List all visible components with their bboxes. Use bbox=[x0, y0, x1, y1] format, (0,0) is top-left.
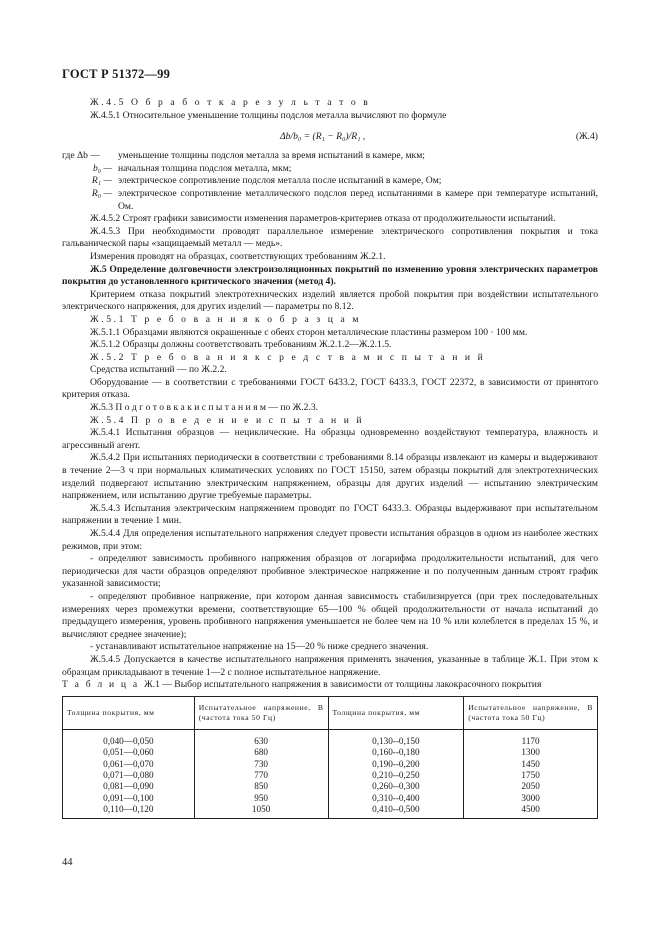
table-value: 3000 bbox=[521, 792, 540, 803]
list-item: - устанавливают испытательное напряжение на 15—20 % ниже среднего значения. bbox=[90, 641, 429, 653]
table-value: 680 bbox=[254, 747, 268, 758]
formula-block bbox=[62, 128, 598, 146]
list-item: - определяют зависимость пробивного напряжения образцов от логарифма продолжительности испытаний, для чего периодически для части образцов определяют пробивное электрическое напряжение и по полученным данным строят график указанной зависимости; bbox=[62, 553, 598, 590]
paragraph: Ж.5.4.1 Испытания образцов — нециклические. На образцы одновременно воздействуют температура, влажность и агрессивный агент. bbox=[62, 427, 598, 451]
definition-text: уменьшение толщины подслоя металла за время испытаний в камере, мкм; bbox=[118, 150, 425, 162]
definition-symbol: R₀ — bbox=[91, 187, 112, 199]
table-row bbox=[63, 729, 598, 818]
definition-item bbox=[62, 188, 598, 213]
definition-text: начальная толщина подслоя металла, мкм; bbox=[118, 162, 292, 174]
table-value: 0,110—0,120 bbox=[103, 804, 154, 815]
section-heading: Ж.4.5 О б р а б о т к а р е з у л ь т а т о в bbox=[90, 97, 371, 108]
paragraph: Ж.4.5.2 Строят графики зависимости изменения параметров-критериев отказа от продолжительности испытаний. bbox=[90, 213, 556, 225]
definition-symbol: R₁ — bbox=[91, 175, 112, 187]
table-value: 770 bbox=[254, 769, 268, 780]
section-heading: Ж.5.2 Т р е б о в а н и я к с р е д с т в а м и с п ы т а н и й bbox=[90, 351, 486, 363]
definition-symbol: b₀ — bbox=[92, 162, 112, 174]
table-value: 2050 bbox=[521, 781, 540, 792]
definition-symbol: где Δb — bbox=[62, 150, 100, 162]
paragraph: Ж.5.4.5 Допускается в качестве испытательного напряжения применять значения, указанные в таблице Ж.1. При этом к образцам прикладывают в течение 1—2 с полное испытательное напряжение. bbox=[62, 653, 598, 678]
table-caption-word: Т а б л и ц а bbox=[62, 679, 140, 691]
page-number: 44 bbox=[62, 857, 73, 868]
table-value: 1750 bbox=[521, 769, 540, 780]
paragraph: Оборудование — в соответствии с требованиями ГОСТ 6433.2, ГОСТ 6433.3, ГОСТ 22372, в зависимости от принятого критерия отказа. bbox=[62, 376, 598, 401]
definition-text: электрическое сопротивление подслоя металла после испытаний в камере, Ом; bbox=[118, 175, 442, 187]
table-cell-thickness bbox=[63, 729, 195, 818]
paragraph: Ж.5.4.2 При испытаниях периодически в соответствии с требованиями 8.14 образцы извлекают из камеры и выдерживают в течение 2—3 ч при нормальных климатических условиях по ГОСТ 15150, затем образцы покрытий для электротехнических изделий подвергают испытанию электрическим напряжением, образцы для других изделий — испытанию электрическим напряжением, или испытанию другие требуемые параметры. bbox=[62, 452, 598, 502]
table-value: 850 bbox=[254, 781, 268, 792]
table-value: 1170 bbox=[521, 735, 540, 746]
page-body bbox=[62, 97, 598, 819]
definition-item bbox=[62, 150, 598, 163]
table-cell-thickness bbox=[328, 729, 464, 818]
table-value: 1300 bbox=[521, 747, 540, 758]
list-item: - определяют пробивное напряжение, при котором данная зависимость стабилизируется (при трех последовательных измерениях через промежутки времени, соответствующие 65—100 % общей продолжительности от начала испытаний до предыдущего измерения, уровень пробивного напряжения уменьшается не более чем на 10 % или колеблется в пределах 15 %, и вычисляют среднее значение); bbox=[62, 590, 598, 640]
table-value: 0,410--0,500 bbox=[372, 804, 420, 815]
definition-text: электрическое сопротивление металлического подслоя перед испытаниями в камере при температуре испытаний, Ом. bbox=[118, 187, 598, 212]
table-cell-voltage bbox=[194, 729, 328, 818]
paragraph: Ж.5.1.1 Образцами являются окрашенные с обеих сторон металлические пластины размером 100 · 100 мм. bbox=[90, 326, 528, 338]
section-title: Ж.5 Определение долговечности электроизоляционных покрытий по изменению уровня электрических параметров покрытия до установленного критического значения (метод 4). bbox=[62, 263, 598, 288]
paragraph: Ж.4.5.3 При необходимости проводят параллельное измерение электрического сопротивления покрытия и тока гальванической пары «защищаемый металл — медь». bbox=[62, 225, 598, 250]
table-value: 0,260--0,300 bbox=[372, 781, 420, 792]
section-heading: Ж.5.1 Т р е б о в а н и я к о б р а з ц а м bbox=[90, 313, 362, 325]
section-heading: Ж.5.4 П р о в е д е н и е и с п ы т а н и й bbox=[90, 414, 365, 426]
table-value: 0,091—0,100 bbox=[103, 792, 154, 803]
paragraph: Ж.5.1.2 Образцы должны соответствовать требованиям Ж.2.1.2—Ж.2.1.5. bbox=[90, 339, 392, 351]
table-value: 1450 bbox=[521, 758, 540, 769]
table-header-voltage: Испытательное напряжение, В (частота тока 50 Гц) bbox=[464, 696, 598, 729]
table-value: 950 bbox=[254, 792, 268, 803]
table-value: 630 bbox=[254, 735, 268, 746]
table-value: 0,040—0,050 bbox=[103, 735, 154, 746]
paragraph: Измерения проводят на образцах, соответствующих требованиям Ж.2.1. bbox=[90, 250, 386, 262]
table-value: 0,190--0,200 bbox=[372, 758, 420, 769]
table-value: 0,071—0,080 bbox=[103, 769, 154, 780]
formula-number: (Ж.4) bbox=[575, 131, 598, 143]
table-value: 730 bbox=[254, 758, 268, 769]
table-header-thickness: Толщина покрытия, мм bbox=[63, 696, 195, 729]
table-value: 0,210--0,250 bbox=[372, 769, 420, 780]
page-header: ГОСТ Р 51372—99 bbox=[62, 67, 171, 81]
definition-item bbox=[62, 175, 598, 188]
paragraph: Ж.4.5.1 Относительное уменьшение толщины подслоя металла вычисляют по формуле bbox=[90, 109, 447, 121]
table-value: 0,081—0,090 bbox=[103, 781, 154, 792]
paragraph: Ж.5.4.4 Для определения испытательного напряжения следует провести испытания образцов в одном из наиболее жестких режимов, при этом: bbox=[62, 528, 598, 552]
table-cell-voltage bbox=[464, 729, 598, 818]
table-caption bbox=[62, 679, 598, 692]
voltage-table bbox=[62, 696, 598, 819]
table-value: 4500 bbox=[521, 804, 540, 815]
table-value: 1050 bbox=[251, 804, 271, 815]
table-value: 0,061—0,070 bbox=[103, 758, 154, 769]
section-heading: Ж.5.3 П о д г о т о в к а к и с п ы т а н и я м — по Ж.2.3. bbox=[90, 402, 319, 414]
table-header-thickness: Толщина покрытия, мм bbox=[328, 696, 464, 729]
table-caption-text: Ж.1 — Выбор испытательного напряжения в зависимости от толщины лакокрасочного покрытия bbox=[144, 679, 542, 691]
paragraph: Средства испытаний — по Ж.2.2. bbox=[90, 364, 227, 376]
table-value: 0,130--0,150 bbox=[372, 735, 420, 746]
paragraph: Критерием отказа покрытий электротехнических изделий является пробой покрытия при воздействии испытательного электрического напряжения, для других изделий — параметры по 8.12. bbox=[62, 288, 598, 313]
paragraph: Ж.5.4.3 Испытания электрическим напряжением проводят по ГОСТ 6433.3. Образцы выдерживают при испытательном напряжении в течение 1 мин. bbox=[62, 502, 598, 527]
table-value: 0,051—0,060 bbox=[103, 747, 154, 758]
table-value: 0,160--0,180 bbox=[372, 747, 420, 758]
definition-item bbox=[62, 163, 598, 176]
formula: Δb/b₀ = (R₁ − R₀)/R₁ , bbox=[280, 131, 366, 143]
table-header-voltage: Испытательное напряжение, В (частота тока 50 Гц) bbox=[194, 696, 328, 729]
table-value: 0,310--0,400 bbox=[372, 792, 420, 803]
